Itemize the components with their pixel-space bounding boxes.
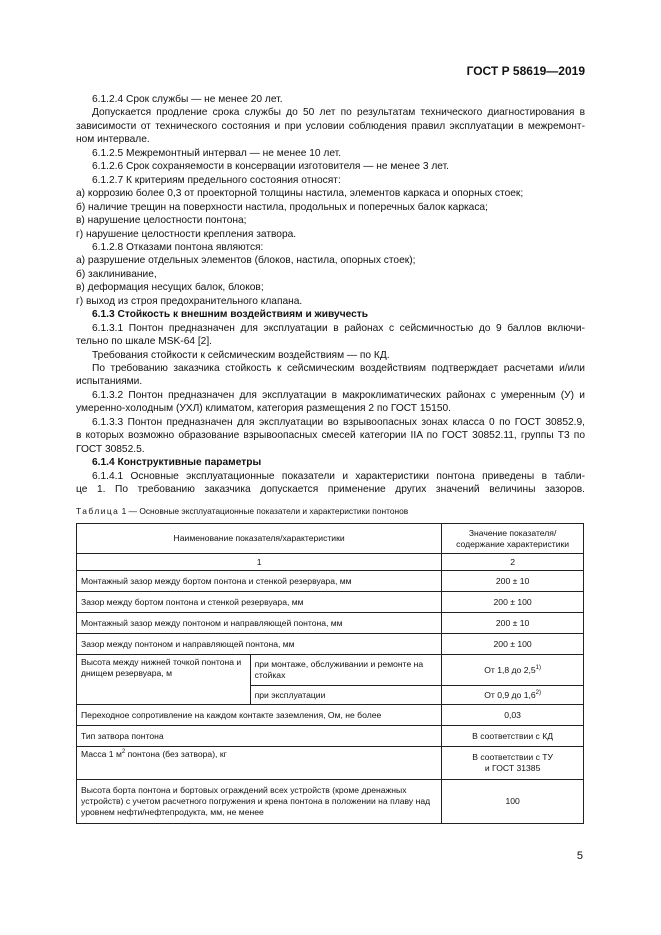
text-line: 6.1.2.4 Срок службы — не менее 20 лет. <box>92 94 283 105</box>
text-line: г) выход из строя предохранительного клапана. <box>76 295 303 307</box>
table-caption: Таблица 1 — Основные эксплуатационные показатели и характеристики понтонов <box>76 506 409 516</box>
text-line: испытаниями. <box>76 376 143 388</box>
text-line: 6.1.2.7 К критериям предельного состояния относят: <box>92 174 341 186</box>
text-line: г) нарушение целостности крепления затвора. <box>76 228 297 240</box>
row-value: 200 ± 10 <box>442 613 584 634</box>
table-row <box>77 705 584 726</box>
row-name: Зазор между бортом понтона и стенкой резервуара, мм <box>77 592 442 613</box>
section-heading: 6.1.4 Конструктивные параметры <box>92 457 262 469</box>
text-line: умеренно-холодным (УХЛ) климатом, категория размещения 2 по ГОСТ 15150. <box>76 403 452 415</box>
row-name: Тип затвора понтона <box>77 726 442 747</box>
row-name: Высота борта понтона и бортовых ограждений всех устройств (кроме дренажных устройств) с учетом расчетного погружения и крена понтона в положении на плаву над уровнем нефти/нефтепродукта, мм, не менее <box>77 780 442 824</box>
row-value: 100 <box>442 780 584 824</box>
row-subname: при эксплуатации <box>250 686 442 705</box>
characteristics-table <box>76 523 584 824</box>
text-line: 6.1.3.2 Понтон предназначен для эксплуатации в макроклиматических районах с умеренным (У) и <box>92 389 585 401</box>
row-name: Зазор между понтоном и направляющей понтона, мм <box>77 634 442 655</box>
page-number: 5 <box>576 850 583 862</box>
text-line: 6.1.2.5 Межремонтный интервал — не менее 10 лет. <box>92 147 342 159</box>
row-value: 200 ± 100 <box>442 634 584 655</box>
text-line: 6.1.3.3 Понтон предназначен для эксплуатации во взрывоопасных зонах класса 0 по ГОСТ 30852.9, <box>92 416 585 428</box>
row-value: В соответствии с ТУ и ГОСТ 31385 <box>442 747 584 780</box>
table-row <box>77 726 584 747</box>
text-line: Допускается продление срока службы до 50 лет по результатам технического диагностирования в <box>92 107 585 119</box>
text-line: б) заклинивание, <box>76 268 157 280</box>
table-row <box>77 655 584 686</box>
row-name: Масса 1 $м^2$ понтона (без затвора), кг <box>77 747 442 780</box>
text-line: в) деформация несущих балок, блоков; <box>76 282 264 294</box>
table-row <box>77 634 584 655</box>
text-line: а) коррозию более 0,3 от проекторной толщины настила, элементов каркаса и опорных стоек; <box>76 188 524 200</box>
row-value: В соответствии с КД <box>442 726 584 747</box>
text-line: 6.1.3.1 Понтон предназначен для эксплуатации в районах с сейсмичностью до 9 баллов включи- <box>92 322 585 334</box>
text-line: ном интервале. <box>76 134 150 146</box>
row-value: От 0,9 до 1,6$^{2)}$ <box>442 686 584 705</box>
table-row <box>77 613 584 634</box>
text-line: в) нарушение целостности понтона; <box>76 215 247 227</box>
row-name: Высота между нижней точкой понтона и днищем резервуара, м <box>77 655 251 705</box>
section-heading: 6.1.3 Стойкость к внешним воздействиям и живучесть <box>92 309 369 321</box>
table-number-row <box>77 554 584 571</box>
text-line: б) наличие трещин на поверхности настила, продольных и поперечных балок каркаса; <box>76 201 488 213</box>
row-name: Монтажный зазор между понтоном и направляющей понтона, мм <box>77 613 442 634</box>
text-line: ГОСТ 30852.5. <box>76 443 145 455</box>
text-line: це 1. По требованию заказчика допускается применение других значений величины зазоров. <box>76 484 585 496</box>
text-line: а) разрушение отдельных элементов (блоков, настила, опорных стоек); <box>76 255 416 267</box>
row-name: Монтажный зазор между бортом понтона и стенкой резервуара, мм <box>77 571 442 592</box>
row-name: Переходное сопротивление на каждом контакте заземления, Ом, не более <box>77 705 442 726</box>
table-row <box>77 571 584 592</box>
column-header: Наименование показателя/характеристики <box>77 524 442 554</box>
document-header: ГОСТ Р 58619—2019 <box>466 64 585 78</box>
column-number: 1 <box>77 554 442 571</box>
text-line: в которых возможно образование взрывоопасных смесей категории IIA по ГОСТ 30852.11, группы Т3 по <box>76 430 585 442</box>
table-row <box>77 592 584 613</box>
table-row <box>77 747 584 780</box>
row-value: 200 ± 10 <box>442 571 584 592</box>
text-line: тельно по шкале MSK-64 [2]. <box>76 336 213 348</box>
row-value: 0,03 <box>442 705 584 726</box>
row-value: От 1,8 до 2,5$^{1)}$ <box>442 655 584 686</box>
text-line: 6.1.2.6 Срок сохраняемости в консервации изготовителя — не менее 3 лет. <box>92 161 449 173</box>
text-line: зависимости от технического состояния и при условии соблюдения правил эксплуатации в межремонт- <box>76 120 585 132</box>
row-subname: при монтаже, обслуживании и ремонте на стойках <box>250 655 442 686</box>
column-header: Значение показателя/ содержание характеристики <box>442 524 584 554</box>
table-row <box>77 780 584 824</box>
text-line: Требования стойкости к сейсмическим воздействиям — по КД. <box>92 349 390 361</box>
row-value: 200 ± 100 <box>442 592 584 613</box>
column-number: 2 <box>442 554 584 571</box>
text-line: 6.1.4.1 Основные эксплуатационные показатели и характеристики понтона приведены в табли- <box>92 470 585 482</box>
text-line: По требованию заказчика стойкость к сейсмическим воздействиям подтверждает расчетами и/или <box>92 363 585 374</box>
table-header-row <box>77 524 584 554</box>
text-line: 6.1.2.8 Отказами понтона являются: <box>92 241 264 253</box>
